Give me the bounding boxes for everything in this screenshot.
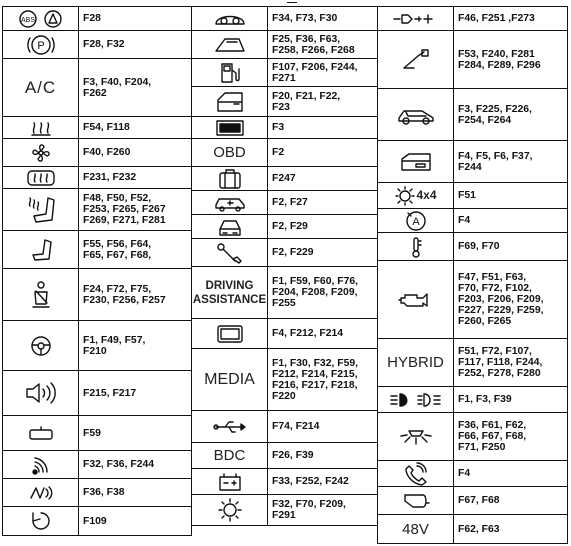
door-icon	[192, 87, 268, 116]
table-row	[192, 319, 377, 349]
4x4-icon	[378, 183, 454, 208]
table-row	[192, 191, 377, 215]
table-row	[192, 495, 377, 525]
48v-icon-label: 48V	[402, 520, 429, 538]
table-row	[378, 31, 567, 89]
fuse-list: F69, F70	[458, 241, 500, 252]
table-row	[378, 261, 567, 339]
fuse-list: F48, F50, F52, F253, F265, F267 F269, F271, F281	[83, 193, 166, 226]
fuse-list: F2, F229	[272, 247, 314, 258]
table-row	[3, 371, 191, 416]
media-icon-label: MEDIA	[204, 371, 255, 388]
fuse-list: F3, F225, F226, F254, F264	[458, 103, 532, 126]
table-row	[378, 339, 567, 387]
table-row	[192, 139, 377, 167]
table-row	[3, 479, 191, 507]
car-side-icon	[378, 89, 454, 140]
car-lock-icon	[192, 191, 268, 214]
table-row	[192, 167, 377, 191]
fuse-list: F59	[83, 427, 101, 439]
fuse-list: F51, F72, F107, F117, F118, F244, F252, F278, F280	[458, 346, 543, 379]
heater-icon	[3, 117, 79, 138]
thermometer-icon	[378, 233, 454, 260]
battery-icon	[192, 469, 268, 494]
media-icon	[192, 349, 268, 410]
48v-icon	[378, 515, 454, 543]
table-row	[378, 387, 567, 413]
fuse-list: F215, F217	[83, 387, 137, 399]
abs-airbag-icon	[3, 7, 79, 30]
fuse-list: F4	[458, 468, 471, 479]
table-row	[3, 321, 191, 371]
fuse-list: F53, F240, F281 F284, F289, F296	[458, 48, 541, 71]
fuse-list: F40, F260	[83, 147, 131, 158]
fuse-list: F55, F56, F64, F65, F67, F68,	[83, 238, 152, 261]
a-auto-icon	[378, 209, 454, 232]
fuse-list: F4	[458, 215, 471, 226]
table-row	[192, 349, 377, 411]
side-mirror-icon	[378, 487, 454, 514]
fuse-list: F1, F3, F39	[458, 394, 512, 405]
svg-text:A: A	[411, 215, 420, 228]
luggage-icon	[192, 167, 268, 190]
table-row	[378, 141, 567, 183]
table-row	[192, 87, 377, 117]
fuse-list: F54, F118	[83, 122, 130, 133]
fuse-list: F247	[272, 173, 296, 184]
ac-icon	[3, 59, 79, 116]
table-row	[3, 231, 191, 269]
table-row	[378, 487, 567, 515]
table-row	[3, 7, 191, 31]
table-row	[3, 189, 191, 231]
table-row	[192, 117, 377, 139]
fuse-list: F46, F251 ,F273	[458, 13, 535, 24]
table-row	[3, 269, 191, 321]
fuse-list: F109	[83, 515, 107, 527]
key-fob-icon	[378, 7, 454, 30]
headlight-icon	[378, 387, 454, 412]
fuse-list: F28	[83, 13, 101, 24]
table-row	[3, 117, 191, 139]
fuse-list: F47, F51, F63, F70, F72, F102, F203, F206, F209, F227, F229, F259, F260, F265	[458, 272, 544, 327]
driving-assistance-icon	[192, 267, 268, 318]
steering-wheel-icon	[3, 321, 79, 370]
table-row	[192, 59, 377, 87]
table-row	[3, 59, 191, 117]
fuse-list: F32, F36, F244	[83, 459, 155, 470]
fuse-list: F1, F59, F60, F76, F204, F208, F209, F255	[272, 276, 359, 309]
table-row	[3, 167, 191, 189]
fan-icon	[3, 139, 79, 166]
column-1	[2, 6, 192, 536]
ac-icon-label: A/C	[24, 78, 57, 97]
svg-text:P: P	[36, 39, 45, 52]
table-row	[192, 411, 377, 443]
hybrid-icon	[378, 339, 454, 386]
fuse-list: F20, F21, F22, F23	[272, 90, 341, 113]
parking-brake-icon	[3, 31, 79, 58]
table-row	[378, 183, 567, 209]
fuse-list: F34, F73, F30	[272, 13, 338, 24]
table-row	[192, 267, 377, 319]
table-row	[3, 507, 191, 535]
fuse-list: F2, F29	[272, 221, 308, 232]
top-tick	[287, 2, 297, 3]
engine-icon	[378, 261, 454, 338]
fuse-list: F107, F206, F244, F271	[272, 61, 358, 84]
column-2	[191, 6, 378, 526]
fuse-list: F1, F49, F57, F210	[83, 334, 146, 357]
fuse-list: F51	[458, 190, 476, 201]
fuel-pump-icon	[192, 59, 268, 86]
fuse-list: F1, F30, F32, F59, F212, F214, F215, F216, F217, F218, F220	[272, 357, 359, 402]
table-row	[3, 31, 191, 59]
speaker-icon	[3, 371, 79, 415]
fuse-list: F33, F252, F242	[272, 476, 349, 487]
fuse-list: F25, F36, F63, F258, F266, F268	[272, 33, 355, 56]
fuse-list: F26, F39	[272, 450, 314, 461]
obd-icon-label: OBD	[213, 144, 246, 161]
display-icon	[192, 319, 268, 348]
column-3	[377, 6, 568, 544]
4x4-icon-label: 4x4	[416, 188, 437, 202]
fuse-list: F3, F40, F204, F262	[83, 76, 152, 99]
seat-belt-height-icon	[378, 31, 454, 88]
table-row	[378, 413, 567, 461]
fuse-list: F28, F32	[83, 39, 125, 50]
table-row	[192, 443, 377, 469]
table-row	[378, 461, 567, 487]
fuse-list: F4, F5, F6, F37, F244	[458, 150, 533, 173]
fuse-list: F74, F214	[272, 421, 320, 432]
fuse-list: F4, F212, F214	[272, 328, 344, 339]
fuse-list: F62, F63	[458, 523, 500, 535]
fuse-list: F2, F27	[272, 197, 308, 208]
usb-icon	[192, 411, 268, 442]
instrument-cluster-icon	[192, 7, 268, 30]
car-front-icon	[192, 215, 268, 238]
bdc-icon	[192, 443, 268, 468]
climate-panel-icon	[192, 117, 268, 138]
wireless-signal-icon	[3, 451, 79, 478]
sun-gear-icon	[192, 495, 268, 525]
bdc-icon-label: BDC	[213, 447, 246, 464]
interior-light-icon	[378, 413, 454, 460]
table-row	[192, 7, 377, 31]
heated-seat-icon	[3, 189, 79, 230]
driving-assistance-icon-label: DRIVING ASSISTANCE	[192, 279, 267, 306]
table-row	[378, 89, 567, 141]
rearview-mirror-icon	[3, 416, 79, 450]
nfc-icon	[3, 479, 79, 506]
wrench-icon	[192, 239, 268, 266]
table-row	[192, 239, 377, 267]
phone-icon	[378, 461, 454, 486]
rear-defrost-icon	[3, 167, 79, 188]
table-row	[192, 469, 377, 495]
seatbelt-icon	[3, 269, 79, 320]
fuse-list: F24, F72, F75, F230, F256, F257	[83, 283, 166, 306]
table-row	[192, 215, 377, 239]
door-handle-icon	[378, 141, 454, 182]
sunroof-icon	[192, 31, 268, 58]
fuse-list: F36, F38	[83, 487, 125, 498]
table-row	[378, 515, 567, 543]
refresh-icon	[3, 507, 79, 535]
table-row	[3, 451, 191, 479]
fuse-list: F3	[272, 122, 285, 133]
fuse-list: F2	[272, 147, 285, 158]
table-row	[3, 416, 191, 451]
fuse-list: F36, F61, F62, F66, F67, F68, F71, F250	[458, 420, 527, 453]
table-row	[3, 139, 191, 167]
svg-text:ABS: ABS	[20, 16, 35, 24]
obd-icon	[192, 139, 268, 166]
table-row	[378, 233, 567, 261]
seat-icon	[3, 231, 79, 268]
fuse-list: F67, F68	[458, 495, 500, 506]
hybrid-icon-label: HYBRID	[387, 354, 444, 371]
table-row	[378, 209, 567, 233]
fuse-list: F231, F232	[83, 172, 137, 183]
table-row	[378, 7, 567, 31]
table-row	[192, 31, 377, 59]
fuse-list: F32, F70, F209, F291	[272, 499, 346, 521]
